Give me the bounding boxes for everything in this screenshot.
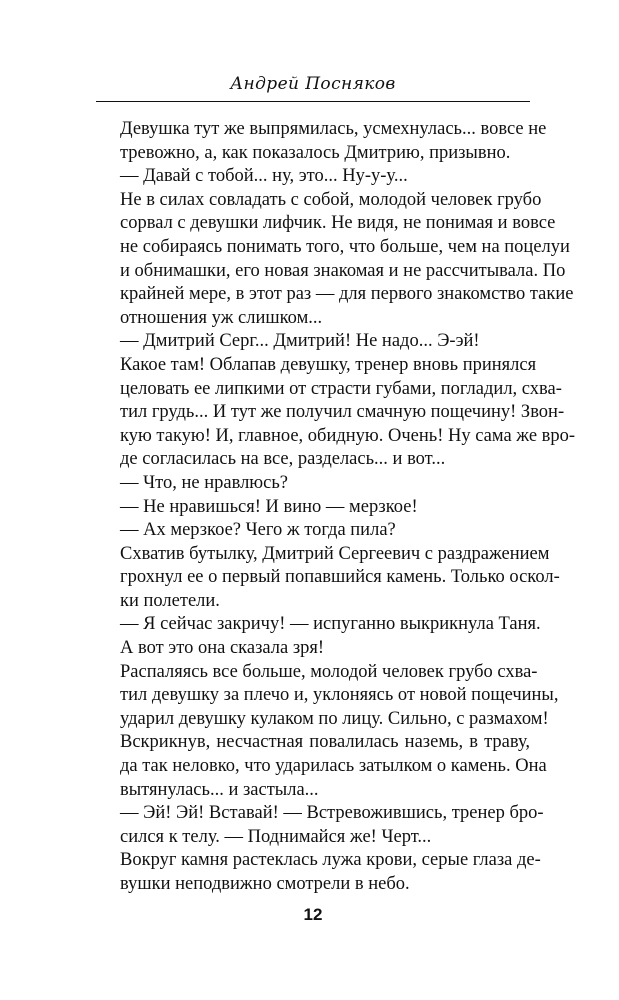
text-line: крайней мере, в этот раз — для первого знакомство такие <box>120 284 574 305</box>
text-line: — Я сейчас закричу! — испуганно выкрикнула Таня. <box>120 614 541 635</box>
text-line: ударил девушку кулаком по лицу. Сильно, с размахом! <box>120 708 549 729</box>
text-line: Девушка тут же выпрямилась, усмехнулась... вовсе не <box>120 119 547 139</box>
paragraph <box>96 472 530 496</box>
text-line: и обнимашки, его новая знакомая и не рассчитывала. По <box>120 260 566 281</box>
paragraph <box>96 731 547 802</box>
text-line: Какое там! Облапав девушку, тренер вновь принялся <box>120 354 537 375</box>
paragraph <box>96 543 560 614</box>
text-line: — Ах мерзкое? Чего ж тогда пила? <box>120 520 396 541</box>
paragraph <box>96 613 541 637</box>
text-line: Вскрикнув, несчастная повалилась наземь, в траву, <box>120 732 530 753</box>
paragraph <box>96 189 574 331</box>
text-line: сорвал с девушки лифчик. Не видя, не понимая и вовсе <box>120 213 556 234</box>
text-line: ки полетели. <box>120 590 220 611</box>
text-line: Вокруг камня растеклась лужа крови, серые глаза де- <box>120 850 541 871</box>
text-line: целовать ее липкими от страсти губами, погладил, схва- <box>120 378 562 399</box>
text-line: А вот это она сказала зря! <box>120 638 325 659</box>
paragraph <box>96 802 544 849</box>
text-line: да так неловко, что ударилась затылком о камень. Она <box>120 756 547 777</box>
text-line: Не в силах совладать с собой, молодой человек грубо <box>120 189 542 210</box>
text-line: вушки неподвижно смотрели в небо. <box>120 874 410 894</box>
page-number: 12 <box>303 905 323 924</box>
paragraph <box>96 118 547 165</box>
text-line: вытянулась... и застыла... <box>120 779 319 800</box>
paragraph <box>96 165 530 189</box>
paragraph <box>96 354 576 472</box>
paragraph <box>96 849 541 896</box>
text-line: — Что, не нравлюсь? <box>120 472 288 493</box>
text-line: — Эй! Эй! Вставай! — Встревожившись, тренер бро- <box>120 803 544 824</box>
text-line: отношения уж слишком... <box>120 307 323 328</box>
header-rule <box>96 101 530 102</box>
text-line: тревожно, а, как показалось Дмитрию, призывно. <box>120 142 511 163</box>
running-title: Андрей Посняков <box>230 74 396 94</box>
paragraph <box>96 496 530 520</box>
paragraph <box>96 519 530 543</box>
text-line: де согласилась на все, разделась... и вот... <box>120 449 446 470</box>
paragraph <box>96 330 530 354</box>
body-text <box>96 118 576 897</box>
text-line: — Давай с тобой... ну, это... Ну-у-у... <box>120 166 408 187</box>
text-line: тил грудь... И тут же получил смачную пощечину! Звон- <box>120 402 565 423</box>
text-line: — Не нравишься! И вино — мерзкое! <box>120 496 418 517</box>
text-line: грохнул ее о первый попавшийся камень. Только оскол- <box>120 567 560 588</box>
text-line: не собираясь понимать того, что больше, чем на поцелуи <box>120 236 570 257</box>
text-line: кую такую! И, главное, обидную. Очень! Ну сама же вро- <box>120 425 576 446</box>
text-line: — Дмитрий Серг... Дмитрий! Не надо... Э-эй! <box>120 331 480 352</box>
text-line: Распаляясь все больше, молодой человек грубо схва- <box>120 661 538 682</box>
text-line: сился к телу. — Поднимайся же! Черт... <box>120 826 432 847</box>
paragraph <box>96 637 530 661</box>
text-line: тил девушку за плечо и, уклоняясь от новой пощечины, <box>120 685 559 706</box>
text-line: Схватив бутылку, Дмитрий Сергеевич с раздражением <box>120 543 550 564</box>
paragraph <box>96 661 559 732</box>
